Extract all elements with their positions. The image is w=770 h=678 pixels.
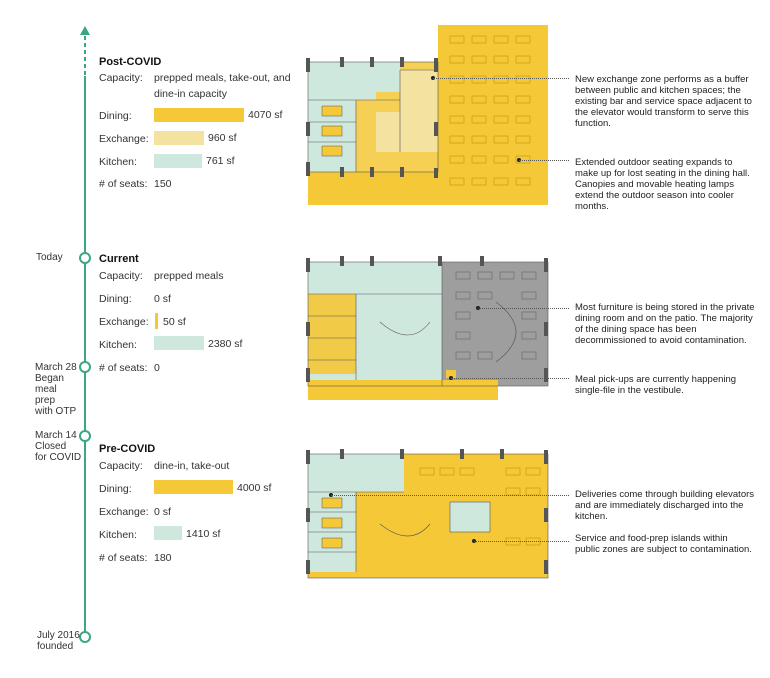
annotation-furniture-storage: Most furniture is being stored in the private dining room and on the patio. The majority of the dining space has been decommissioned to avoid contamination. <box>575 302 755 346</box>
kitchen-value: 761 sf <box>206 155 235 167</box>
floor-plan-pre-covid <box>300 448 560 584</box>
floor-plan-post-covid <box>300 22 560 208</box>
capacity-label: Capacity: <box>99 72 143 84</box>
leader-line <box>519 160 569 161</box>
timeline-node-march28 <box>79 361 91 373</box>
timeline-future-dashed <box>84 36 86 76</box>
capacity-label: Capacity: <box>99 460 143 472</box>
exchange-label: Exchange: <box>99 506 149 518</box>
leader-line <box>474 541 569 542</box>
annotation-deliveries: Deliveries come through building elevators and are immediately discharged into the kitchen. <box>575 489 755 522</box>
annotation-outdoor-seating: Extended outdoor seating expands to make up for lost seating in the dining hall. Canopies and movable heating lamps extend the outdoor season into cooler months. <box>575 157 750 212</box>
leader-line <box>451 378 569 379</box>
kitchen-label: Kitchen: <box>99 529 137 541</box>
timeline-label-march28: March 28 Began meal prep with OTP <box>35 362 77 417</box>
annotation-meal-pickups: Meal pick-ups are currently happening single-file in the vestibule. <box>575 374 737 396</box>
capacity-value: prepped meals <box>154 270 224 282</box>
seats-label: # of seats: <box>99 552 148 564</box>
exchange-label: Exchange: <box>99 316 149 328</box>
kitchen-bar <box>154 336 204 350</box>
dining-label: Dining: <box>99 483 132 495</box>
exchange-bar <box>155 313 158 329</box>
seats-value: 0 <box>154 362 160 374</box>
floor-plan-current <box>300 252 560 402</box>
capacity-value: dine-in, take-out <box>154 460 230 472</box>
capacity-label: Capacity: <box>99 270 143 282</box>
annotation-food-prep-islands: Service and food-prep islands within public zones are subject to contamination. <box>575 533 752 555</box>
timeline-node-today <box>79 252 91 264</box>
seats-label: # of seats: <box>99 362 148 374</box>
kitchen-value: 1410 sf <box>186 528 221 540</box>
capacity-value: prepped meals, take-out, and dine-in capacity <box>154 72 291 100</box>
timeline-line <box>84 40 86 636</box>
dining-value: 4070 sf <box>248 109 283 121</box>
section-title: Current <box>99 253 139 265</box>
exchange-bar <box>154 131 204 145</box>
dining-label: Dining: <box>99 293 132 305</box>
seats-value: 150 <box>154 178 172 190</box>
dining-value: 0 sf <box>154 293 171 305</box>
exchange-value: 960 sf <box>208 132 237 144</box>
dining-bar <box>154 480 233 494</box>
kitchen-label: Kitchen: <box>99 339 137 351</box>
timeline-label-july2016: July 2016 founded <box>37 630 80 652</box>
kitchen-bar <box>154 154 202 168</box>
leader-line <box>478 308 569 309</box>
leader-line <box>331 495 569 496</box>
kitchen-bar <box>154 526 182 540</box>
seats-label: # of seats: <box>99 178 148 190</box>
timeline-node-july2016 <box>79 631 91 643</box>
dining-label: Dining: <box>99 110 132 122</box>
timeline-arrow-icon <box>80 26 90 35</box>
exchange-value: 0 sf <box>154 506 171 518</box>
dining-bar <box>154 108 244 122</box>
dining-value: 4000 sf <box>237 482 272 494</box>
seats-value: 180 <box>154 552 172 564</box>
kitchen-value: 2380 sf <box>208 338 243 350</box>
exchange-label: Exchange: <box>99 133 149 145</box>
exchange-value: 50 sf <box>163 316 186 328</box>
kitchen-label: Kitchen: <box>99 156 137 168</box>
leader-line <box>433 78 569 79</box>
section-title: Pre-COVID <box>99 443 156 455</box>
timeline-label-march14: March 14 Closed for COVID <box>35 430 82 463</box>
annotation-exchange-zone: New exchange zone performs as a buffer between public and kitchen spaces; the existing bar and service space adjacent to the elevator would transform to serve this function. <box>575 74 752 129</box>
timeline-label-today: Today <box>36 252 63 263</box>
section-title: Post-COVID <box>99 56 162 68</box>
